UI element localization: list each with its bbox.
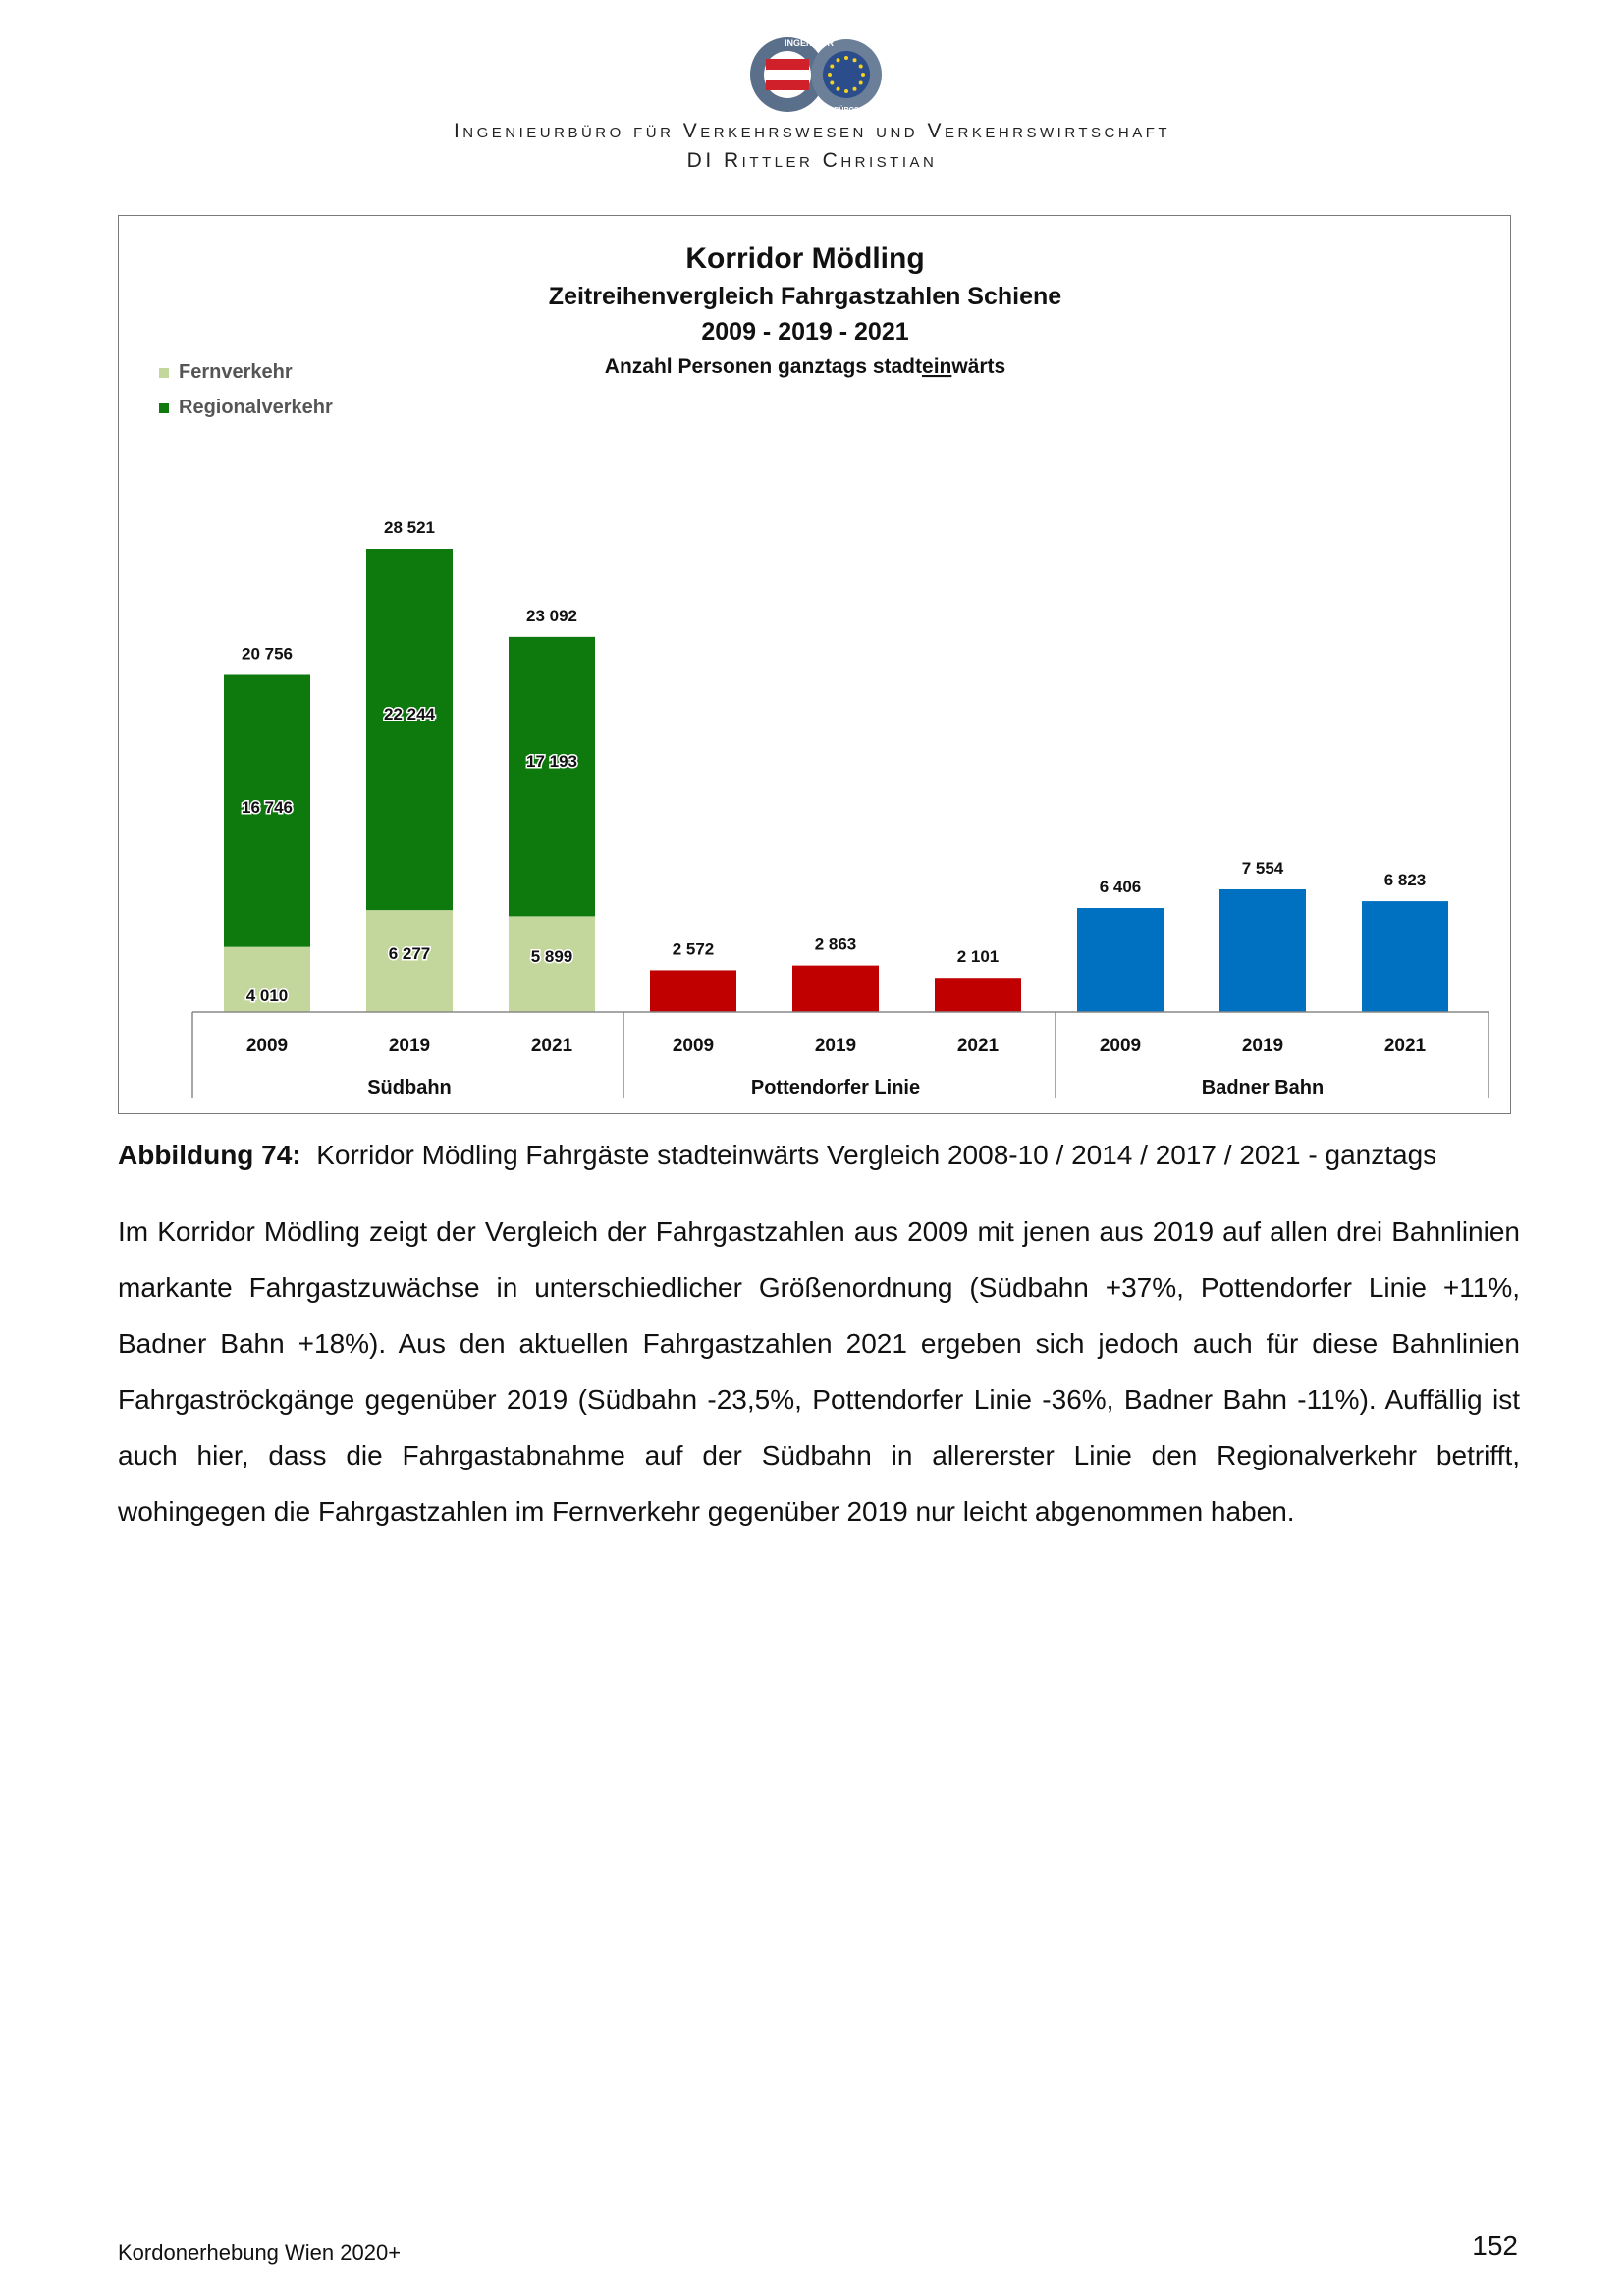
- data-label-pottendorfer-linie-2009: 2 572: [672, 939, 715, 959]
- x-group-label-südbahn: Südbahn: [367, 1077, 452, 1098]
- header-person-name: DI Rittler Christian: [686, 149, 938, 172]
- bar-pottendorfer-linie-2009: [650, 970, 736, 1012]
- data-label-total-2009: 20 756: [242, 644, 293, 664]
- bar-regionalverkehr-2021: [509, 637, 595, 917]
- body-paragraph: Im Korridor Mödling zeigt der Vergleich der Fahrgastzahlen aus 2009 mit jenen aus 2019 auf allen drei Bahnlinien markante Fahrgastzuwächse in unterschiedlicher Größenordnung (Südbahn +37%, Pottendorfer Linie +11%, Badner Bahn +18%). Aus den aktuellen Fahrgastzahlen 2021 ergeben sich jedoch auch für diese Bahnlinien Fahrgaströckgänge gegenüber 2019 (Südbahn -23,5%, Pottendorfer Linie -36%, Badner Bahn -11%). Auffällig ist auch hier, dass die Fahrgastabnahme auf der Südbahn in allererster Linie den Regionalverkehr betrifft, wohingegen die Fahrgastzahlen im Fernverkehr gegenüber 2019 nur leicht abgenommen haben.: [118, 1216, 1520, 1526]
- chart-title: Korridor Mödling: [685, 242, 925, 275]
- legend-swatch-fernverkehr: [159, 368, 169, 378]
- x-tick-label-südbahn-2009: 2009: [245, 1036, 289, 1056]
- logo-text-bottom: BÜROS: [834, 107, 859, 114]
- data-label-fernverkehr-2009: 4 010: [245, 986, 289, 1005]
- x-tick-label-badner-bahn-2021: 2021: [1383, 1036, 1427, 1056]
- chart-subtitle: Zeitreihenvergleich Fahrgastzahlen Schiene: [548, 283, 1062, 310]
- x-group-label-badner-bahn: Badner Bahn: [1201, 1077, 1325, 1098]
- data-label-fernverkehr-2021: 5 899: [530, 947, 573, 967]
- chart-note: Anzahl Personen ganztags stadteinwärts: [604, 355, 1006, 378]
- bar-chart: [118, 215, 1511, 1114]
- footer-page-number: 152: [1472, 2230, 1518, 2261]
- bar-badner-bahn-2009: [1077, 908, 1164, 1012]
- data-label-badner-bahn-2009: 6 406: [1099, 877, 1142, 896]
- x-tick-label-pottendorfer-linie-2019: 2019: [814, 1036, 857, 1056]
- x-tick-label-badner-bahn-2019: 2019: [1241, 1036, 1284, 1056]
- figure-caption: [118, 1139, 1522, 1172]
- x-tick-label-südbahn-2019: 2019: [388, 1036, 431, 1056]
- data-label-regionalverkehr-2021: 17 193: [526, 752, 577, 772]
- bar-regionalverkehr-2019: [366, 549, 453, 910]
- bar-badner-bahn-2021: [1362, 901, 1448, 1012]
- x-group-label-pottendorfer-linie: Pottendorfer Linie: [750, 1077, 921, 1098]
- bar-pottendorfer-linie-2021: [935, 978, 1021, 1012]
- legend-label-fernverkehr: Fernverkehr: [179, 361, 293, 383]
- legend-swatch-regionalverkehr: [159, 403, 169, 413]
- x-tick-label-pottendorfer-linie-2021: 2021: [956, 1036, 1000, 1056]
- logo-text-top: INGENIEUR: [784, 38, 835, 48]
- data-label-pottendorfer-linie-2021: 2 101: [956, 947, 1000, 967]
- x-tick-label-pottendorfer-linie-2009: 2009: [672, 1036, 715, 1056]
- bar-pottendorfer-linie-2019: [792, 966, 879, 1012]
- footer-document-title: Kordonerhebung Wien 2020+: [118, 2240, 402, 2265]
- caption-label: Abbildung 74:: [118, 1140, 301, 1170]
- data-label-pottendorfer-linie-2019: 2 863: [814, 934, 857, 954]
- data-label-total-2019: 28 521: [384, 518, 435, 537]
- bar-badner-bahn-2019: [1219, 889, 1306, 1012]
- data-label-regionalverkehr-2009: 16 746: [242, 798, 293, 818]
- data-label-fernverkehr-2019: 6 277: [388, 944, 431, 964]
- header-company-name: Ingenieurbüro für Verkehrswesen und Verkehrswirtschaft: [453, 120, 1171, 142]
- data-label-regionalverkehr-2019: 22 244: [384, 705, 435, 724]
- chart-years-line: 2009 - 2019 - 2021: [701, 318, 909, 346]
- data-label-total-2021: 23 092: [526, 606, 577, 625]
- legend-label-regionalverkehr: Regionalverkehr: [179, 397, 333, 418]
- x-tick-label-badner-bahn-2009: 2009: [1099, 1036, 1142, 1056]
- data-label-badner-bahn-2019: 7 554: [1241, 858, 1284, 878]
- data-label-badner-bahn-2021: 6 823: [1383, 871, 1427, 890]
- company-logo: [744, 33, 892, 116]
- caption-text: Korridor Mödling Fahrgäste stadteinwärts Vergleich 2008-10 / 2014 / 2017 / 2021 - ganztags: [316, 1140, 1437, 1170]
- x-tick-label-südbahn-2021: 2021: [530, 1036, 573, 1056]
